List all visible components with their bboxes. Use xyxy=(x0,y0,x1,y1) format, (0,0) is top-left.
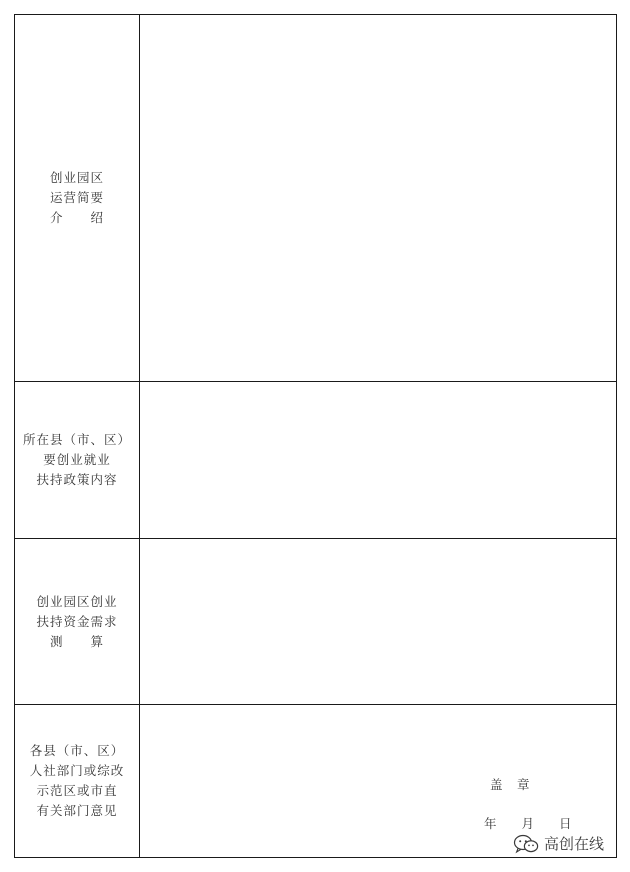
label-line: 各县（市、区） xyxy=(29,743,125,758)
content-cell-funding-estimate[interactable] xyxy=(140,539,616,704)
seal-label: 盖 章 xyxy=(490,777,531,792)
label-cell-county-policy xyxy=(15,382,140,538)
label-line: 运营简要 xyxy=(49,190,104,205)
watermark xyxy=(513,833,604,854)
label-department-opinion xyxy=(30,741,125,821)
label-line: 扶持资金需求 xyxy=(36,613,118,629)
label-funding-estimate xyxy=(36,592,117,652)
date-label: 年 月 日 xyxy=(484,816,572,831)
label-line: 示范区或市直 xyxy=(36,783,118,798)
label-line: 要创业就业 xyxy=(43,452,111,467)
label-park-intro xyxy=(50,168,104,228)
application-form-table xyxy=(14,14,617,858)
content-cell-county-policy[interactable] xyxy=(140,382,616,538)
wechat-icon xyxy=(513,834,539,854)
watermark-text: 高创在线 xyxy=(544,835,605,853)
label-line: 介 绍 xyxy=(49,210,104,225)
form-row-park-intro xyxy=(15,15,616,381)
form-row-county-policy xyxy=(15,381,616,538)
label-line: 人社部门或综改 xyxy=(29,763,125,778)
label-line: 所在县（市、区） xyxy=(22,432,131,447)
label-line: 有关部门意见 xyxy=(36,803,118,818)
label-county-policy xyxy=(23,430,131,490)
label-cell-department-opinion xyxy=(15,705,140,857)
label-line: 创业园区 xyxy=(49,170,104,185)
content-cell-park-intro[interactable] xyxy=(140,15,616,381)
label-cell-funding-estimate xyxy=(15,539,140,704)
label-line: 测 算 xyxy=(49,633,104,649)
label-cell-park-intro xyxy=(15,15,140,381)
form-row-funding-estimate xyxy=(15,538,616,704)
label-line: 扶持政策内容 xyxy=(36,472,118,487)
label-line: 创业园区创业 xyxy=(36,593,118,609)
